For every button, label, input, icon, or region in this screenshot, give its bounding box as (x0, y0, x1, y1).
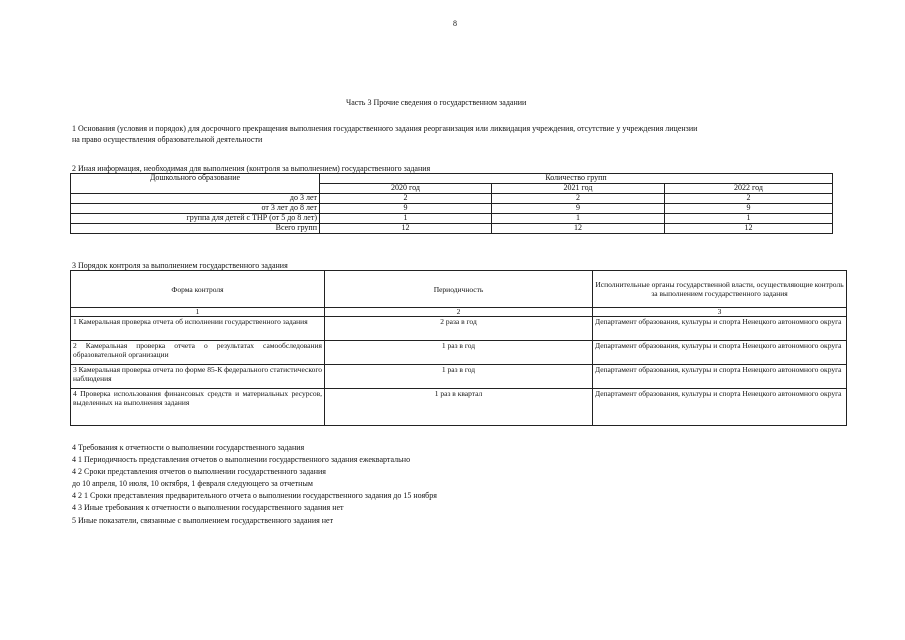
section4-2-dates: до 10 апреля, 10 июля, 10 октября, 1 февраля следующего за отчетным (72, 479, 313, 488)
table-cell: 9 (665, 204, 833, 214)
table-header-row (71, 174, 833, 184)
table-cell: 1 (492, 214, 665, 224)
table-header-cell: 2022 год (665, 184, 833, 194)
section4-heading: 4 Требования к отчетности о выполнении государственного задания (72, 443, 305, 452)
table-cell: 12 (320, 224, 492, 234)
section4-2-line: 4 2 Сроки представления отчетов о выполнении государственного задания (72, 467, 326, 476)
table-row (71, 317, 847, 341)
section2-heading: 2 Иная информация, необходимая для выполнения (контроля за выполнением) государственного задания (72, 164, 431, 173)
table-row (71, 214, 833, 224)
table-cell: 1 Камеральная проверка отчета об исполнении государственного задания (71, 317, 325, 341)
table-header-cell: Дошкольного образование (71, 174, 320, 194)
section4-1-line: 4 1 Периодичность представления отчетов о выполнении государственного задания ежеквартально (72, 455, 411, 464)
table-cell: 9 (492, 204, 665, 214)
table-row (71, 365, 847, 389)
table-row (71, 341, 847, 365)
table-cell: 1 (320, 214, 492, 224)
table-cell: 1 раз в квартал (325, 389, 593, 426)
table-row (71, 204, 833, 214)
section5-line: 5 Иные показатели, связанные с выполнением государственного задания нет (72, 516, 334, 525)
table-cell: 3 (593, 308, 847, 317)
table-header-cell: Форма контроля (71, 271, 325, 308)
table-cell: 12 (665, 224, 833, 234)
table-header-cell: Количество групп (320, 174, 833, 184)
group-count-table (70, 173, 833, 234)
table-header-cell: Исполнительные органы государственной власти, осуществляющие контроль за выполнением государственного задания (593, 271, 847, 308)
table-header-cell: 2020 год (320, 184, 492, 194)
table-cell: 2 раза в год (325, 317, 593, 341)
section1-line1: 1 Основания (условия и порядок) для досрочного прекращения выполнения государственного задания реорганизация или ликвидация учреждения, отсутствие у учреждения лицензии (72, 124, 698, 133)
table-header-cell: 2021 год (492, 184, 665, 194)
table-cell: группа для детей с ТНР (от 5 до 8 лет) (71, 214, 320, 224)
section4-2-1-line: 4 2 1 Сроки представления предварительного отчета о выполнении государственного задания до 15 ноября (72, 491, 437, 500)
table-cell: 1 раз в год (325, 365, 593, 389)
table-cell: 2 (320, 194, 492, 204)
table-cell: 3 Камеральная проверка отчета по форме 85-К федерального статистического наблюдения (71, 365, 325, 389)
section3-heading: 3 Порядок контроля за выполнением государственного задания (72, 261, 288, 270)
table-row (71, 389, 847, 426)
table-cell: 1 раз в год (325, 341, 593, 365)
table-header-row (71, 271, 847, 308)
table-cell: Департамент образования, культуры и спорта Ненецкого автономного округа (593, 365, 847, 389)
table-cell: Департамент образования, культуры и спорта Ненецкого автономного округа (593, 389, 847, 426)
table-cell: 12 (492, 224, 665, 234)
table-cell: Департамент образования, культуры и спорта Ненецкого автономного округа (593, 317, 847, 341)
section4-3-line: 4 3 Иные требования к отчетности о выполнении государственного задания нет (72, 503, 344, 512)
table-cell: 4 Проверка использования финансовых средств и материальных ресурсов, выделенных на выполнения задания (71, 389, 325, 426)
table-number-row (71, 308, 847, 317)
table-row (71, 224, 833, 234)
table-cell: 2 (325, 308, 593, 317)
part-title: Часть 3 Прочие сведения о государственном задании (346, 98, 527, 107)
table-cell: 9 (320, 204, 492, 214)
table-cell: 2 (492, 194, 665, 204)
page-number: 8 (453, 19, 457, 28)
table-cell: 2 Камеральная проверка отчета о результатах самообследования образовательной организации (71, 341, 325, 365)
control-table (70, 270, 847, 426)
table-cell: 1 (71, 308, 325, 317)
table-cell: Департамент образования, культуры и спорта Ненецкого автономного округа (593, 341, 847, 365)
table-cell: Всего групп (71, 224, 320, 234)
table-cell: 2 (665, 194, 833, 204)
section1-line2: на право осуществления образовательной деятельности (72, 135, 263, 144)
table-header-cell: Периодичность (325, 271, 593, 308)
table-row (71, 194, 833, 204)
table-cell: от 3 лет до 8 лет (71, 204, 320, 214)
table-cell: до 3 лет (71, 194, 320, 204)
table-cell: 1 (665, 214, 833, 224)
